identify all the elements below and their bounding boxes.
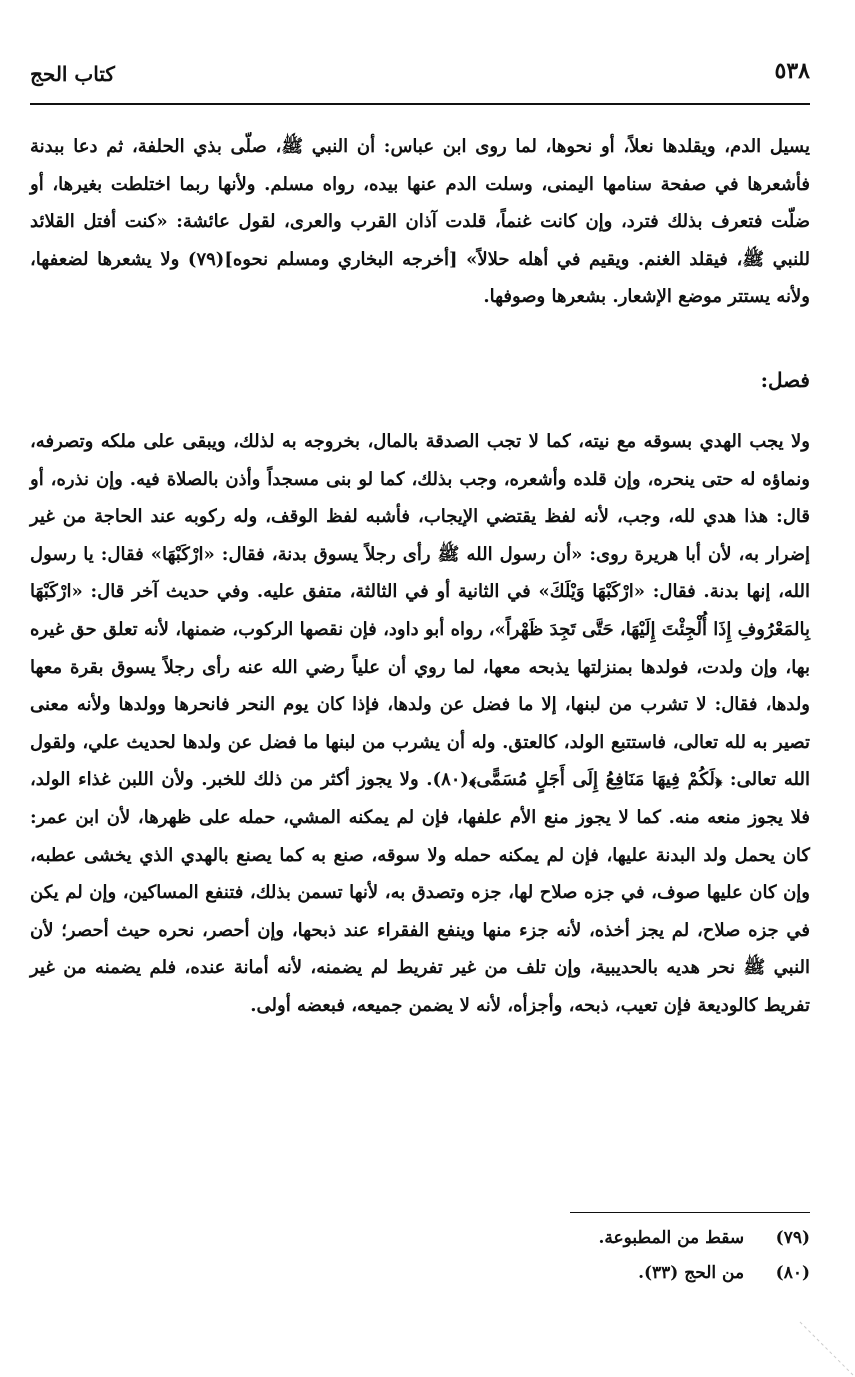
scan-mark [795, 1317, 855, 1377]
footnote-divider [570, 1212, 810, 1213]
paragraph-2: ولا يجب الهدي بسوقه مع نيته، كما لا تجب الصدقة بالمال، بخروجه به لذلك، ويبقى على ملكه وتصرفه، ونماؤه له حتى ينحره، وإن قلده وأشعره، وجب بذلك، كما لو بنى مسجداً وأذن بالصلاة فيه. وإن نذره، أو قال: هذا هدي لله، وجب، لأنه لفظ يقتضي الإيجاب، فأشبه لفظ الوقف، وله ركوبه عند الحاجة من غير إضرار به، لأن أبا هريرة روى: «أن رسول الله ﷺ رأى رجلاً يسوق بدنة، فقال: «ارْكَبْهَا» فقال: يا رسول الله، إنها بدنة. فقال: «ارْكَبْهَا وَيْلَكَ» في الثانية أو في الثالثة، متفق عليه. وفي حديث آخر قال: «ارْكَبْهَا بِالمَعْرُوفِ إِذَا أُلْجِئْتَ إِلَيْهَا، حَتَّى تَجِدَ ظَهْراً»، رواه أبو داود، فإن نقصها الركوب، ضمنها، لأنه تعلق حق غيره بها، وإن ولدت، فولدها بمنزلتها يذبحه معها، لما روي أن علياً رضي الله عنه رأى رجلاً يسوق بقرة معها ولدها، فقال: لا تشرب من لبنها، إلا ما فضل عن ولدها، فإذا كان يوم النحر فانحرها وولدها ولأنه معنى تصير به لله تعالى، فاستتبع الولد، كالعتق. وله أن يشرب من لبنها ما فضل عن ولدها لحديث علي، ولقول الله تعالى: ﴿لَكُمْ فِيهَا مَنَافِعُ إِلَى أَجَلٍ مُسَمًّى﴾(٨٠). ولا يجوز أكثر من ذلك للخبر. ولأن اللبن غذاء الولد، فلا يجوز منعه منه. كما لا يجوز منع الأم علفها، فإن لم يمكنه المشي، حمله على ظهرها، لأن ابن عمر: كان يحمل ولد البدنة عليها، فإن لم يمكنه حمله ولا سوقه، صنع به كما يصنع بالهدي الذي يخشى عطبه، وإن كان عليها صوف، في جزه صلاح لها، جزه وتصدق به، لأنها تسمن بذلك، فتنفع المساكين، وإن لم يكن في جزه صلاح، لم يجز أخذه، لأنه جزء منها وينفع الفقراء عند ذبحها، وإن أحصر، نحره حيث أحصر؛ لأن النبي ﷺ نحر هديه بالحديبية، وإن تلف من غير تفريط لم يضمنه، لأنه أمانة عنده، فلم يضمنه من غير تفريط كالوديعة فإن تعيب، ذبحه، وأجزأه، لأنه لا يضمن جميعه، فبعضه أولى. [30, 431, 810, 1016]
footnote-text: سقط من المطبوعة. [598, 1228, 745, 1248]
footnote-80 [390, 1263, 810, 1283]
paragraph-1: يسيل الدم، ويقلدها نعلاً، أو نحوها، لما روى ابن عباس: أن النبي ﷺ، صلّى بذي الحلفة، ثم دعا ببدنة فأشعرها في صفحة سنامها اليمنى، وسلت الدم عنها بيده، رواه مسلم. ولأنها ربما اختلطت بغيرها، أو ضلّت فتعرف بذلك فترد، وإن كانت غنماً، قلدت آذان القرب والعرى، لقول عائشة: «كنت أفتل القلائد للنبي ﷺ، فيقلد الغنم. ويقيم في أهله حلالاً» [أخرجه البخاري ومسلم نحوه](٧٩) ولا يشعرها لضعفها، ولأنه يستتر موضع الإشعار. بشعرها وصوفها. [30, 136, 810, 308]
page-number: ٥٣٨ [774, 58, 810, 84]
running-header [30, 58, 810, 98]
footnote-79 [390, 1228, 810, 1248]
header-divider [30, 103, 810, 105]
footnote-text: من الحج (٣٣). [638, 1263, 745, 1283]
footnote-number: (٨٠) [775, 1263, 810, 1283]
footnote-number: (٧٩) [775, 1228, 810, 1248]
book-title: كتاب الحج [30, 62, 115, 86]
section-heading: فصل: [760, 368, 810, 392]
